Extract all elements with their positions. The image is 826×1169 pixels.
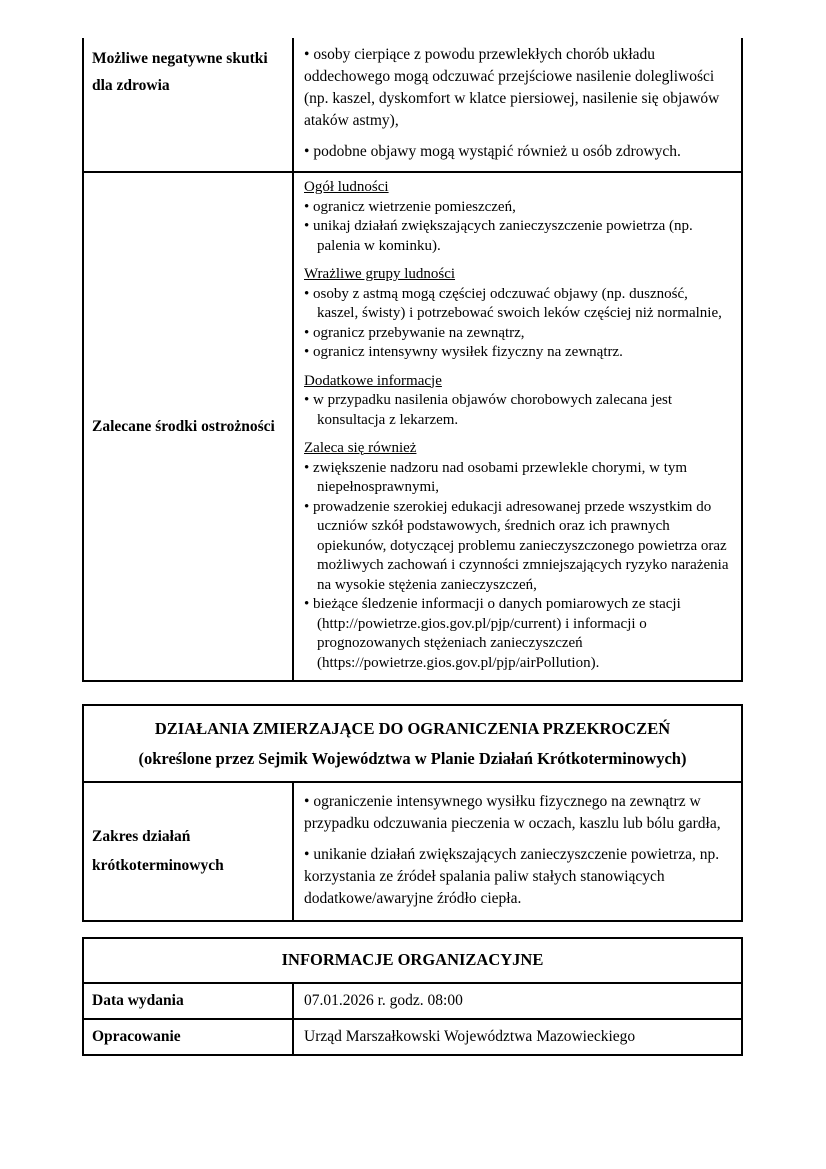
- precautions-row-content: [294, 173, 741, 680]
- actions-table-title: [84, 706, 741, 781]
- actions-scope-row: [84, 781, 741, 920]
- actions-title-line1: DZIAŁANIA ZMIERZAJĄCE DO OGRANICZENIA PRZEKROCZEŃ: [154, 719, 671, 738]
- row-label-text: Możliwe negatywne skutki dla zdrowia: [92, 50, 268, 95]
- actions-scope-content: [294, 783, 741, 920]
- health-effects-table: [82, 38, 743, 682]
- org-table-title: INFORMACJE ORGANIZACYJNE: [281, 950, 544, 970]
- actions-title-line2: (określone przez Sejmik Województwa w Planie Działań Krótkoterminowych): [138, 748, 687, 768]
- section-heading: Zaleca się również: [304, 440, 417, 456]
- precautions-section-recommended: [304, 439, 731, 673]
- actions-table: [82, 704, 743, 922]
- bullet-item: • unikanie działań zwiększających zanieczyszczenie powietrza, np. korzystania ze źródeł spalania paliw stałych stanowiących dodatkowe/awaryjne źródło ciepła.: [304, 844, 731, 910]
- precautions-section-sensitive: [304, 265, 731, 363]
- precautions-row-label: [84, 173, 294, 680]
- bullet-item: • ogranicz przebywanie na zewnątrz,: [304, 324, 731, 344]
- bullet-item: • zwiększenie nadzoru nad osobami przewlekle chorymi, w tym niepełnosprawnymi,: [304, 459, 731, 498]
- section-heading: Dodatkowe informacje: [304, 372, 442, 389]
- bullet-item: • ogranicz intensywny wysiłek fizyczny na zewnątrz.: [304, 343, 731, 363]
- org-table-header: [84, 939, 741, 982]
- org-row-prepared-by: [84, 1018, 741, 1054]
- organizational-info-table: [82, 937, 743, 1056]
- bullet-item: • osoby cierpiące z powodu przewlekłych chorób układu oddechowego mogą odczuwać przejściowe nasilenie dolegliwości (np. kaszel, dyskomfort w klatce piersiowej, nasilenie się objawów ataków astmy),: [304, 44, 731, 132]
- document-page-content: [82, 38, 743, 1056]
- row-label-text: Zalecane środki ostrożności: [92, 417, 275, 435]
- bullet-item: • ogranicz wietrzenie pomieszczeń,: [304, 198, 731, 218]
- precautions-section-additional: [304, 372, 731, 431]
- bullet-item: • osoby z astmą mogą częściej odczuwać objawy (np. duszność, kaszel, świsty) i potrzebować swoich leków częściej niż normalnie,: [304, 285, 731, 324]
- health-effects-row-content: [294, 38, 741, 171]
- row-label-text: Zakres działań krótkoterminowych: [92, 828, 224, 874]
- bullet-item: • w przypadku nasilenia objawów chorobowych zalecana jest konsultacja z lekarzem.: [304, 391, 731, 430]
- health-effects-row: [84, 38, 741, 171]
- prepared-by-label: Opracowanie: [84, 1020, 294, 1054]
- actions-scope-label: [84, 783, 294, 920]
- section-heading: Ogół ludności: [304, 179, 389, 195]
- org-row-issue-date: [84, 982, 741, 1018]
- bullet-item: • bieżące śledzenie informacji o danych pomiarowych ze stacji (http://powietrze.gios.gov.pl/pjp/current) i informacji o prognozowanych stężeniach zanieczyszczeń (https://powietrze.gios.gov.pl/pjp/airPollution).: [304, 595, 731, 673]
- precautions-section-general: [304, 178, 731, 256]
- precautions-row: [84, 171, 741, 680]
- bullet-item: • prowadzenie szerokiej edukacji adresowanej przede wszystkim do uczniów szkół podstawowych, średnich oraz ich prawnych opiekunów, dotyczącej problemu zanieczyszczonego powietrza oraz możliwych zachowań i czynności zmniejszających ryzyko narażenia na wysokie stężenia zanieczyszczeń,: [304, 498, 731, 596]
- health-effects-row-label: [84, 38, 294, 171]
- issue-date-value: 07.01.2026 r. godz. 08:00: [304, 992, 463, 1010]
- issue-date-label: Data wydania: [84, 984, 294, 1018]
- section-heading: Wrażliwe grupy ludności: [304, 266, 456, 282]
- actions-table-header: [84, 706, 741, 781]
- prepared-by-value: Urząd Marszałkowski Województwa Mazowieckiego: [304, 1028, 636, 1046]
- bullet-item: • podobne objawy mogą wystąpić również u osób zdrowych.: [304, 141, 731, 163]
- bullet-item: • ograniczenie intensywnego wysiłku fizycznego na zewnątrz w przypadku odczuwania pieczenia w oczach, kaszlu lub bólu gardła,: [304, 791, 731, 835]
- bullet-item: • unikaj działań zwiększających zanieczyszczenie powietrza (np. palenia w kominku).: [304, 217, 731, 256]
